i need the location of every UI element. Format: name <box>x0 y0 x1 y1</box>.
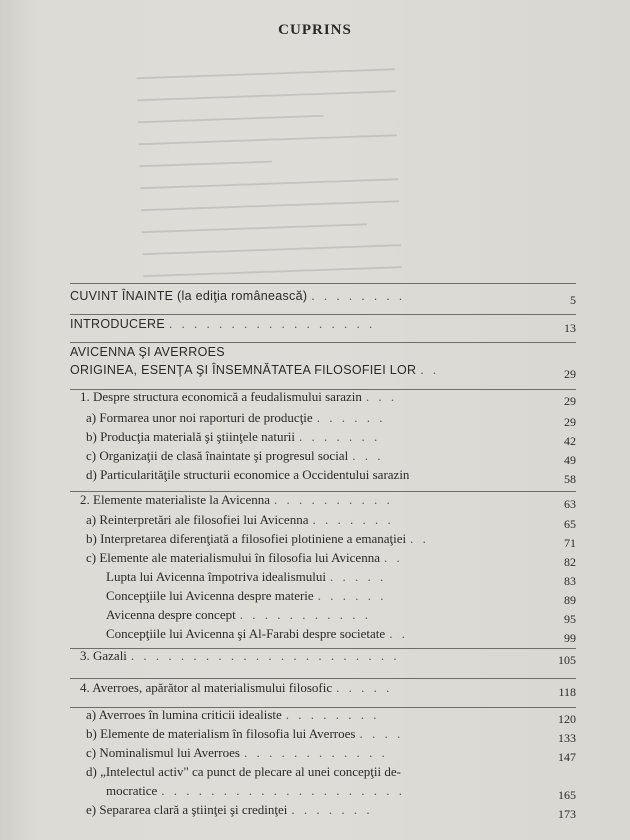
toc-leader-dots: . . . . . . . . . . . . <box>243 745 388 760</box>
toc-entry <box>86 707 576 726</box>
toc-leader-dots: . . . . . . . . . . . <box>239 607 371 622</box>
toc-entry <box>86 410 576 429</box>
toc-entry-title: d) „Intelectul activ" ca punct de plecare al unei concepţii de- <box>86 764 401 779</box>
toc-page-number: 133 <box>558 731 576 745</box>
toc-leader-dots: . . . . . . <box>316 410 386 425</box>
toc-page-number: 105 <box>558 653 576 667</box>
toc-page-number: 173 <box>558 807 576 821</box>
toc-page-number: 83 <box>564 574 576 588</box>
toc-entry <box>86 512 576 531</box>
toc-page-number: 165 <box>558 788 576 802</box>
toc-leader-dots: . . . . . . . . . . . . . . . . . <box>168 316 376 331</box>
toc-entry-title: CUVINT ÎNAINTE (la ediţia românească) <box>70 289 308 303</box>
toc-entry-title: Avicenna despre concept <box>106 607 236 622</box>
toc-leader-dots: . . . . . <box>336 680 393 695</box>
toc-entry-title: b) Interpretarea diferenţiată a filosofiei plotiniene a emanaţiei <box>86 531 407 546</box>
toc-entry <box>106 607 576 626</box>
toc-entry <box>106 569 576 588</box>
toc-page-number: 95 <box>564 612 576 626</box>
toc-entry-title: a) Formarea unor noi raporturi de producţie <box>86 410 313 425</box>
toc-page-number: 120 <box>558 712 576 726</box>
toc-entry-title: Lupta lui Avicenna împotriva idealismului <box>106 569 326 584</box>
toc-entry <box>70 316 576 335</box>
toc-entry <box>86 531 576 550</box>
toc-leader-dots: . . . . . . . . <box>311 288 406 303</box>
toc-page-number: 71 <box>564 536 576 550</box>
toc-page-number: 49 <box>564 453 576 467</box>
toc-entry-title: 3. Gazali <box>80 648 127 663</box>
toc-entry <box>106 626 576 645</box>
toc-page-number: 99 <box>564 631 576 645</box>
bleed-through-text: ━━━━━━━━━━━━━━━━━━━━━━━━━━━━━━━━━━━━━━━ ━━━━━━━━━━━━━━━━━━━━━━━━━━━━━━━━━━━━━━━ ━━━━━━━━━━━━━━━━━━━━━━━━━━━━ ━━━━━━━━━━━━━━━━━━━━━━━━━━━━━━━━━━━━━━━ ━━━━━━━━━━━━━━━━━━━━ ━━━━━━━━━━━━━━━━━━━━━━━━━━━━━━━━━━━━━━━ ━━━━━━━━━━━━━━━━━━━━━━━━━━━━━━━━━━━━━━━ ━━━━━━━━━━━━━━━━━━━━━━━━━━━━━━━━━━ ━━━━━━━━━━━━━━━━━━━━━━━━━━━━━━━━━━━━━━━ ━━━━━━━━━━━━━━━━━━━━━━━━━━━━━━━━━━━━━━━ <box>136 64 402 283</box>
toc-leader-dots: . . . . . . . . . . . . . . . . . . . . . . <box>130 648 400 663</box>
toc-entry-title: b) Producţia materială şi ştiinţele naturii <box>86 429 296 444</box>
toc-entry-title: mocratice <box>106 783 158 798</box>
toc-page-number: 63 <box>564 497 576 511</box>
toc-page-number: 42 <box>564 434 576 448</box>
toc-leader-dots: . . . . <box>359 726 404 741</box>
toc-leader-dots: . . . . . . . . <box>285 707 380 722</box>
toc-leader-dots: . . . . . . <box>317 588 387 603</box>
toc-page-number: 118 <box>558 685 576 699</box>
toc-leader-dots: . . . . . . . <box>312 512 394 527</box>
toc-entry-title: INTRODUCERE <box>70 317 165 331</box>
toc-leader-dots: . . . . . <box>330 569 387 584</box>
toc-leader-dots: . . . . . . . <box>299 429 381 444</box>
toc-page-number: 29 <box>564 394 576 408</box>
toc-entry <box>80 389 576 408</box>
page-title: CUPRINS <box>278 22 352 38</box>
toc-entry <box>80 648 576 667</box>
toc-entry-title: 1. Despre structura economică a feudalismului sarazin <box>80 389 362 404</box>
toc-entry-title: a) Averroes în lumina criticii idealiste <box>86 707 282 722</box>
toc-entry <box>106 783 576 802</box>
toc-entry-title: c) Elemente ale materialismului în filosofia lui Avicenna <box>86 550 380 565</box>
toc-leader-dots: . . . . . . . <box>291 802 373 817</box>
toc-entry <box>80 680 576 699</box>
toc-leader-dots: . . <box>389 626 408 641</box>
toc-page-number: 29 <box>564 367 576 381</box>
toc-leader-dots: . . <box>420 362 440 377</box>
toc-page-number: 5 <box>570 293 576 307</box>
toc-leader-dots: . . <box>383 550 403 565</box>
toc-entry <box>86 802 576 821</box>
toc-entry <box>80 492 576 511</box>
toc-entry-title: b) Elemente de materialism în filosofia lui Averroes <box>86 726 356 741</box>
toc-entry-title: Concepţiile lui Avicenna despre materie <box>106 588 314 603</box>
toc-entry-title: 4. Averroes, apărător al materialismului filosofic <box>80 680 333 695</box>
toc-entry <box>106 588 576 607</box>
toc-entry <box>86 550 576 569</box>
toc-page-number: 89 <box>564 593 576 607</box>
toc-entry <box>86 429 576 448</box>
toc-entry <box>70 288 576 307</box>
toc-entry <box>86 448 576 467</box>
toc-page-number: 13 <box>564 321 576 335</box>
toc-leader-dots: . . . <box>352 448 384 463</box>
toc-entry-title: e) Separarea clară a ştiinţei şi credinţei <box>86 802 288 817</box>
toc-entry <box>70 344 576 360</box>
toc-entry-title: AVICENNA ŞI AVERROES <box>70 345 225 359</box>
toc-entry <box>86 745 576 764</box>
toc-entry-title: ORIGINEA, ESENŢA ŞI ÎNSEMNĂTATEA FILOSOFIEI LOR <box>70 363 417 377</box>
toc-entry <box>86 764 576 780</box>
toc-page-number: 29 <box>564 415 576 429</box>
toc-leader-dots: . . . . . . . . . . <box>274 492 393 507</box>
toc-entry <box>86 726 576 745</box>
toc-entry <box>86 467 576 486</box>
toc-entry-title: a) Reinterpretări ale filosofiei lui Avicenna <box>86 512 309 527</box>
toc-entry-title: d) Particularităţile structurii economice a Occidentului sarazin <box>86 467 410 482</box>
toc-leader-dots: . . . <box>365 389 398 404</box>
toc-entry-title: Concepţiile lui Avicenna şi Al-Farabi despre societate <box>106 626 386 641</box>
toc-entry-title: c) Organizaţii de clasă înaintate şi progresul social <box>86 448 349 463</box>
toc-entry <box>70 362 576 381</box>
toc-page-number: 58 <box>564 472 576 486</box>
toc-leader-dots: . . . . . . . . . . . . . . . . . . . . <box>161 783 405 798</box>
toc-page-number: 65 <box>564 517 576 531</box>
toc-entry-title: 2. Elemente materialiste la Avicenna <box>80 492 270 507</box>
toc-page-number: 147 <box>558 750 576 764</box>
toc-entry-title: c) Nominalismul lui Averroes <box>86 745 240 760</box>
toc-page-number: 82 <box>564 555 576 569</box>
toc-leader-dots: . . <box>410 531 429 546</box>
